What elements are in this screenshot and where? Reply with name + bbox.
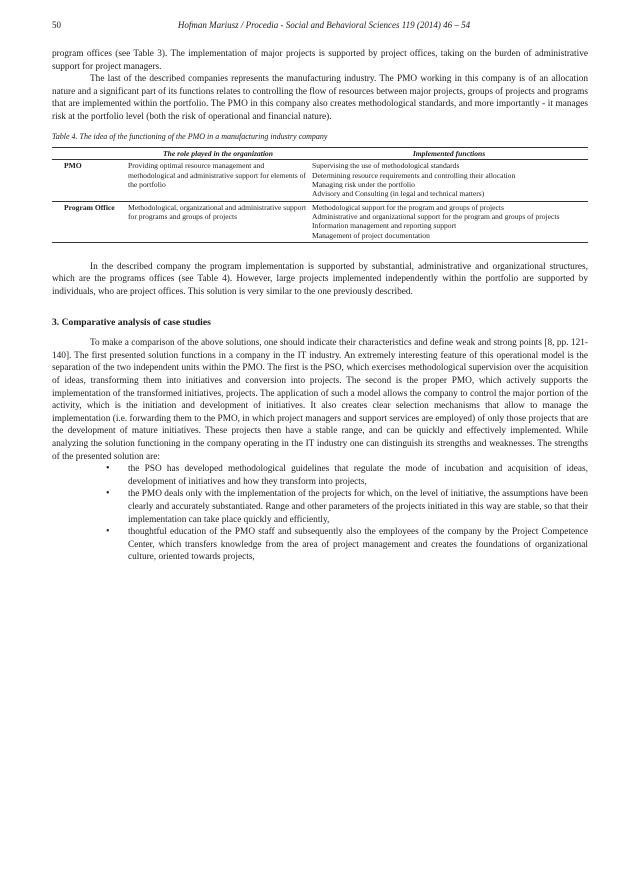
- function-item: Methodological support for the program and groups of projects: [312, 202, 504, 212]
- function-item: Determining resource requirements and controlling their allocation: [312, 170, 516, 180]
- table-header-cell: [52, 148, 126, 160]
- paragraph: In the described company the program implementation is supported by substantial, administrative and organizational structures, which are the programs offices (see Table 4). However, large projects implemented independently within the portfolio are supported by individuals, who are project offices. This solution is very similar to the one previously described.: [52, 261, 588, 298]
- page-body: [52, 48, 588, 564]
- table-caption: Table 4. The idea of the functioning of the PMO in a manufacturing industry company: [52, 131, 328, 141]
- strengths-list: [52, 463, 588, 564]
- paragraph: To make a comparison of the above solutions, one should indicate their characteristics and define weak and strong points [8, pp. 121-140]. The first presented solution functions in a company in the IT industry. An extremely interesting feature of this operational model is the separation of the two independent units within the PMO. The first is the PSO, which exercises methodological supervision over the acquisition of ideas, transforming them into initiatives and conversion into projects. The second is the proper PMO, which actively supports the implementation of the transformed initiatives, projects. The application of such a model allows the company to control the major portion of the activity, which is the initiation and development of initiatives. It also creates clear selection mechanisms that allow to manage the implementation (i.e. forwarding them to the PMO, in which project managers and support services are employed) of only those projects that are the development of mature initiatives. These projects then have a stable range, and can be quickly and effectively implemented. While analyzing the solution functioning in the company operating in the IT industry one can distinguish its strengths and weaknesses. The strengths of the presented solution are:: [52, 338, 588, 462]
- bullet-icon: •: [106, 488, 110, 500]
- function-item: Managing risk under the portfolio: [312, 180, 415, 190]
- table-cell-functions: [310, 201, 588, 242]
- list-item-text: the PMO deals only with the implementation of the projects for which, on the level of initiative, the assumptions have been clearly and accurately substantiated. Range and other parameters of the projects initiated in this way are stable, so that their implementation can take place quickly and efficiently,: [128, 489, 588, 525]
- list-item: [52, 488, 588, 526]
- function-item: Supervising the use of methodological standards: [312, 161, 460, 171]
- table-header-cell: The role played in the organization: [126, 148, 310, 160]
- function-item: Information management and reporting support: [312, 221, 457, 231]
- section-heading: 3. Comparative analysis of case studies: [52, 316, 211, 328]
- function-item: Advisory and Consulting (in legal and technical matters): [312, 189, 485, 199]
- table-cell-functions: [310, 160, 588, 201]
- running-head: Hofman Mariusz / Procedia - Social and Behavioral Sciences 119 (2014) 46 – 54: [177, 20, 471, 30]
- page-number: 50: [52, 20, 61, 30]
- pmo-functions-table: [52, 147, 588, 243]
- table-cell-role: Methodological, organizational and administrative support for programs and groups of projects: [126, 201, 310, 242]
- table-row: [52, 160, 588, 201]
- bullet-icon: •: [106, 463, 110, 475]
- paragraph: program offices (see Table 3). The implementation of major projects is supported by project offices, taking on the burden of administrative support for project managers.: [52, 49, 588, 72]
- list-item-text: the PSO has developed methodological guidelines that regulate the mode of incubation and acquisition of ideas, development of initiatives and how they transform into projects,: [128, 464, 588, 487]
- table-cell-unit: Program Office: [52, 201, 126, 242]
- function-item: Administrative and organizational support for the program and groups of projects: [312, 211, 560, 221]
- list-item: [52, 526, 588, 564]
- function-item: Management of project documentation: [312, 230, 430, 240]
- bullet-icon: •: [106, 526, 110, 538]
- table-header-cell: Implemented functions: [310, 148, 588, 160]
- list-item: [52, 463, 588, 488]
- paragraph: The last of the described companies represents the manufacturing industry. The PMO working in this company is of an allocation nature and a significant part of its functions relates to controlling the flow of resources between major projects, groups of projects and programs that are implemented within the portfolio. The PMO in this company also creates methodological standards, and more importantly - it manages risk at the portfolio level (both the risk of operational and financial nature).: [52, 74, 588, 122]
- table-cell-unit: PMO: [64, 161, 82, 171]
- table-header-row: [52, 148, 588, 160]
- table-cell-role: Providing optimal resource management and methodological and administrative support for elements of the portfolio: [128, 161, 306, 190]
- list-item-text: thoughtful education of the PMO staff and subsequently also the employees of the company by the Project Competence Center, which transfers knowledge from the area of project management and creates the foundations of organizational culture, oriented towards projects,: [128, 527, 588, 563]
- table-row: [52, 201, 588, 242]
